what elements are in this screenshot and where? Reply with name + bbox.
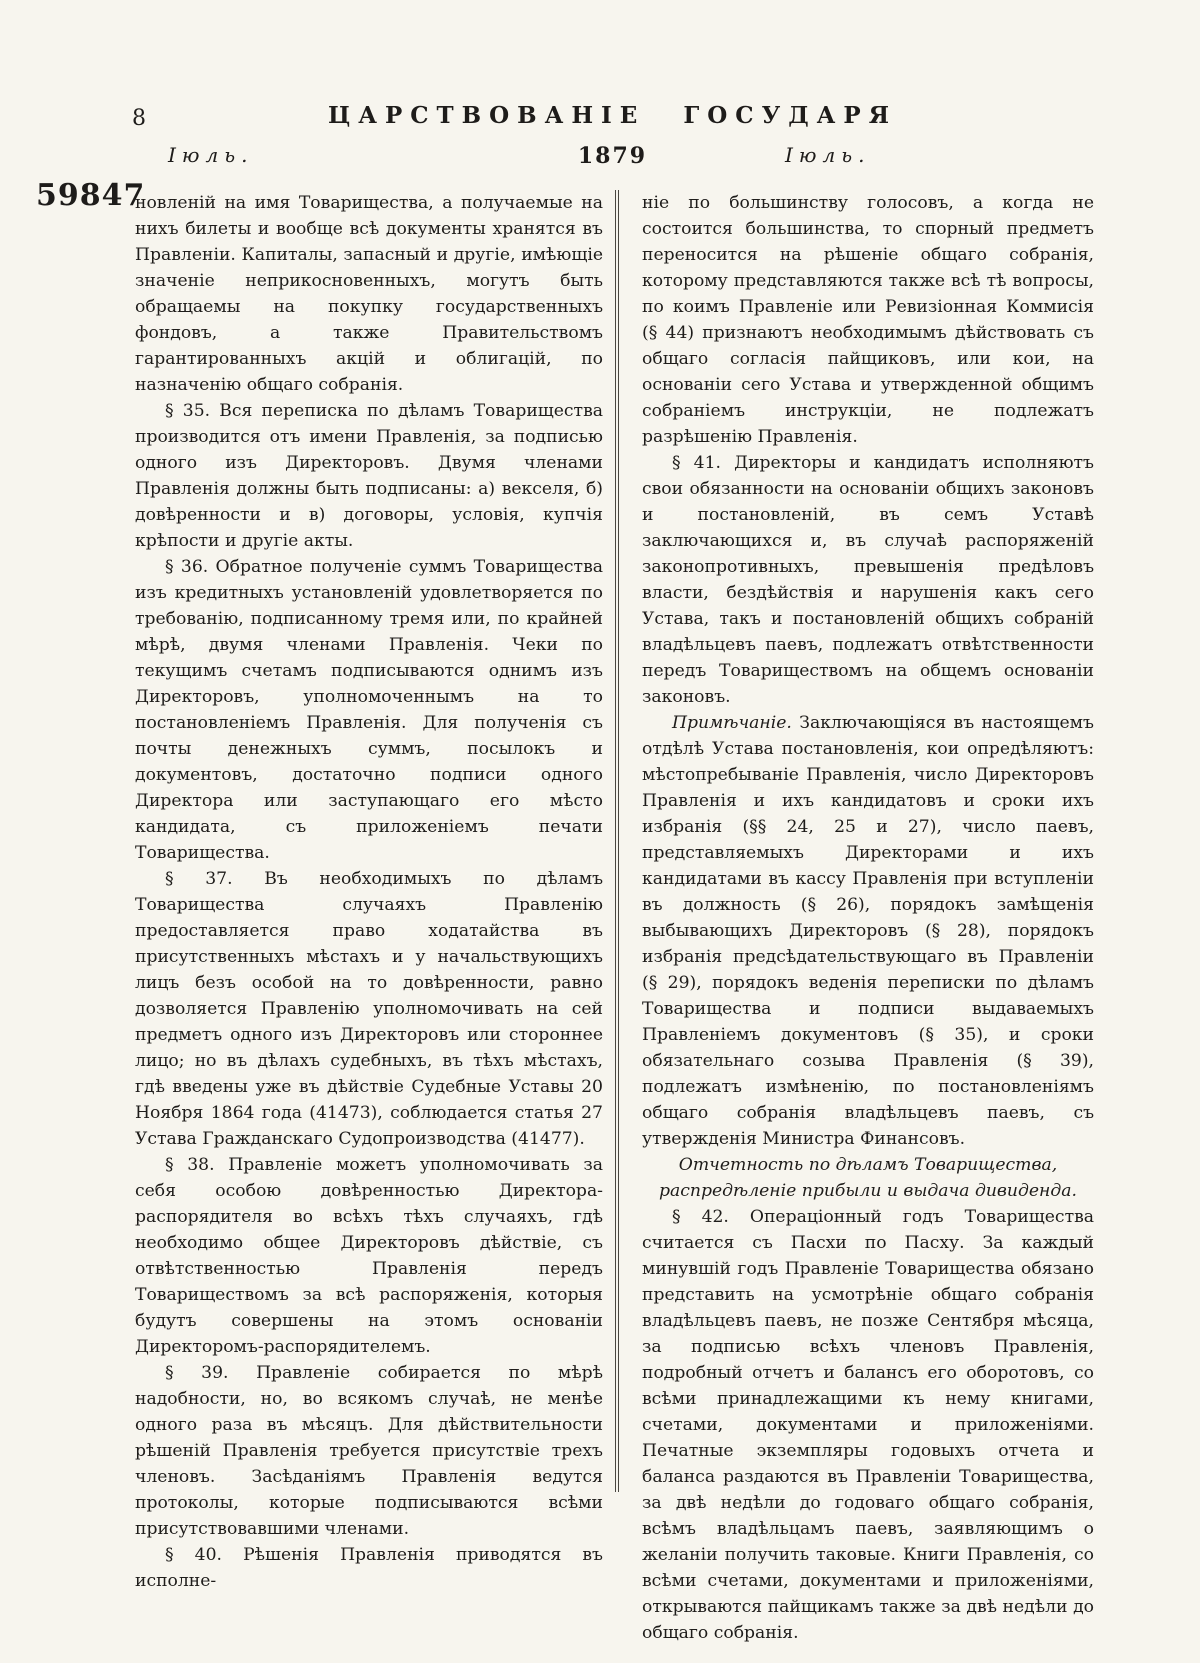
para-section-35: § 35. Вся переписка по дѣламъ Товарищества производится отъ имени Правленія, за подписью одного изъ Директоровъ. Двумя членами Правленія должны быть подписаны: а) векселя, б) довѣренности и в) договоры, условія, купчія крѣпости и другіе акты. xyxy=(135,401,603,551)
running-title: ЦАРСТВОВАНІЕ ГОСУДАРЯ xyxy=(328,102,897,129)
document-number: 59847 xyxy=(36,178,146,213)
month-label-left: Іюль. xyxy=(168,143,254,167)
para-section-37: § 37. Въ необходимыхъ по дѣламъ Товарищества случаяхъ Правленію предоставляется право ходатайства въ присутственныхъ мѣстахъ и у начальствующихъ лицъ безъ особой на то довѣренности, равно дозволяется Правленію уполномочивать на сей предметъ одного изъ Директоровъ или стороннее лицо; но въ дѣлахъ судебныхъ, въ тѣхъ мѣстахъ, гдѣ введены уже въ дѣйствіе Судебные Уставы 20 Ноября 1864 года (41473), соблюдается статья 27 Устава Гражданскаго Судопроизводства (41477). xyxy=(135,869,603,1149)
column-divider xyxy=(615,190,619,1492)
page-header xyxy=(130,102,1095,136)
text-column-left xyxy=(135,190,603,1594)
para-continuation-right: ніе по большинству голосовъ, а когда не состоится большинства, то спорный предметъ переносится на рѣшеніе общаго собранія, которому представляются также всѣ тѣ вопросы, по коимъ Правленіе или Ревизіонная Коммисія (§ 44) признаютъ необходимымъ дѣйствовать съ общаго согласія пайщиковъ, или кои, на основаніи сего Устава и утвержденной общимъ собраніемъ инструкціи, не подлежатъ разрѣшенію Правленія. xyxy=(642,193,1094,447)
page-subheader xyxy=(130,143,1095,173)
para-subsection-heading: Отчетность по дѣламъ Товарищества, распредѣленіе прибыли и выдача дивиденда. xyxy=(659,1155,1077,1201)
para-section-38: § 38. Правленіе можетъ уполномочивать за себя особою довѣренностью Директора-распорядителя во всѣхъ тѣхъ случаяхъ, гдѣ необходимо общее Директоровъ дѣйствіе, съ отвѣтственностью Правленія передъ Товариществомъ за всѣ распоряженія, которыя будутъ совершены на этомъ основаніи Директоромъ-распорядителемъ. xyxy=(135,1155,603,1357)
text-column-right xyxy=(642,190,1094,1646)
para-section-36: § 36. Обратное полученіе суммъ Товарищества изъ кредитныхъ установленій удовлетворяется по требованію, подписанному тремя или, по крайней мѣрѣ, двумя членами Правленія. Чеки по текущимъ счетамъ подписываются однимъ изъ Директоровъ, уполномоченнымъ на то постановленіемъ Правленія. Для полученія съ почты денежныхъ суммъ, посылокъ и документовъ, достаточно подписи одного Директора или заступающаго его мѣсто кандидата, съ приложеніемъ печати Товарищества. xyxy=(135,557,603,863)
para-continuation-left: новленій на имя Товарищества, а получаемые на нихъ билеты и вообще всѣ документы хранятся въ Правленіи. Капиталы, запасный и другіе, имѣющіе значеніе неприкосновенныхъ, могутъ быть обращаемы на покупку государственныхъ фондовъ, а также Правительствомъ гарантированныхъ акцій и облигацій, по назначенію общаго собранія. xyxy=(135,193,603,395)
para-section-39: § 39. Правленіе собирается по мѣрѣ надобности, но, во всякомъ случаѣ, не менѣе одного раза въ мѣсяцъ. Для дѣйствительности рѣшеній Правленія требуется присутствіе трехъ членовъ. Засѣданіямъ Правленія ведутся протоколы, которые подписываются всѣми присутствовавшими членами. xyxy=(135,1363,603,1539)
page-number: 8 xyxy=(132,106,146,131)
para-section-40: § 40. Рѣшенія Правленія приводятся въ исполне- xyxy=(135,1545,603,1591)
para-note: Примѣчаніе. Заключающіяся въ настоящемъ отдѣлѣ Устава постановленія, кои опредѣляютъ: мѣстопребываніе Правленія, число Директоровъ Правленія и ихъ кандидатовъ и сроки ихъ избранія (§§ 24, 25 и 27), число паевъ, представляемыхъ Директорами и ихъ кандидатами въ кассу Правленія при вступленіи въ должность (§ 26), порядокъ замѣщенія выбывающихъ Директоровъ (§ 28), порядокъ избранія предсѣдательствующаго въ Правленіи (§ 29), порядокъ веденія переписки по дѣламъ Товарищества и подписи выдаваемыхъ Правленіемъ документовъ (§ 35), и сроки обязательнаго созыва Правленія (§ 39), подлежатъ измѣненію, по постановленіямъ общаго собранія владѣльцевъ паевъ, съ утвержденія Министра Финансовъ. xyxy=(642,713,1094,1149)
year-label: 1879 xyxy=(577,143,648,169)
para-section-42: § 42. Операціонный годъ Товарищества считается съ Пасхи по Пасху. За каждый минувшій годъ Правленіе Товарищества обязано представить на усмотрѣніе общаго собранія владѣльцевъ паевъ, не позже Сентября мѣсяца, за подписью всѣхъ членовъ Правленія, подробный отчетъ и балансъ его оборотовъ, со всѣми принадлежащими къ нему книгами, счетами, документами и приложеніями. Печатные экземпляры годовыхъ отчета и баланса раздаются въ Правленіи Товарищества, за двѣ недѣли до годоваго общаго собранія, всѣмъ владѣльцамъ паевъ, заявляющимъ о желаніи получить таковые. Книги Правленія, со всѣми счетами, документами и приложеніями, открываются пайщикамъ также за двѣ недѣли до общаго собранія. xyxy=(642,1207,1094,1643)
month-label-right: Іюль. xyxy=(785,143,871,167)
para-section-41: § 41. Директоры и кандидатъ исполняютъ свои обязанности на основаніи общихъ законовъ и постановленій, въ семъ Уставѣ заключающихся и, въ случаѣ распоряженій законопротивныхъ, превышенія предѣловъ власти, бездѣйствія и нарушенія какъ сего Устава, такъ и постановленій общихъ собраній владѣльцевъ паевъ, подлежатъ отвѣтственности передъ Товариществомъ на общемъ основаніи законовъ. xyxy=(642,453,1094,707)
